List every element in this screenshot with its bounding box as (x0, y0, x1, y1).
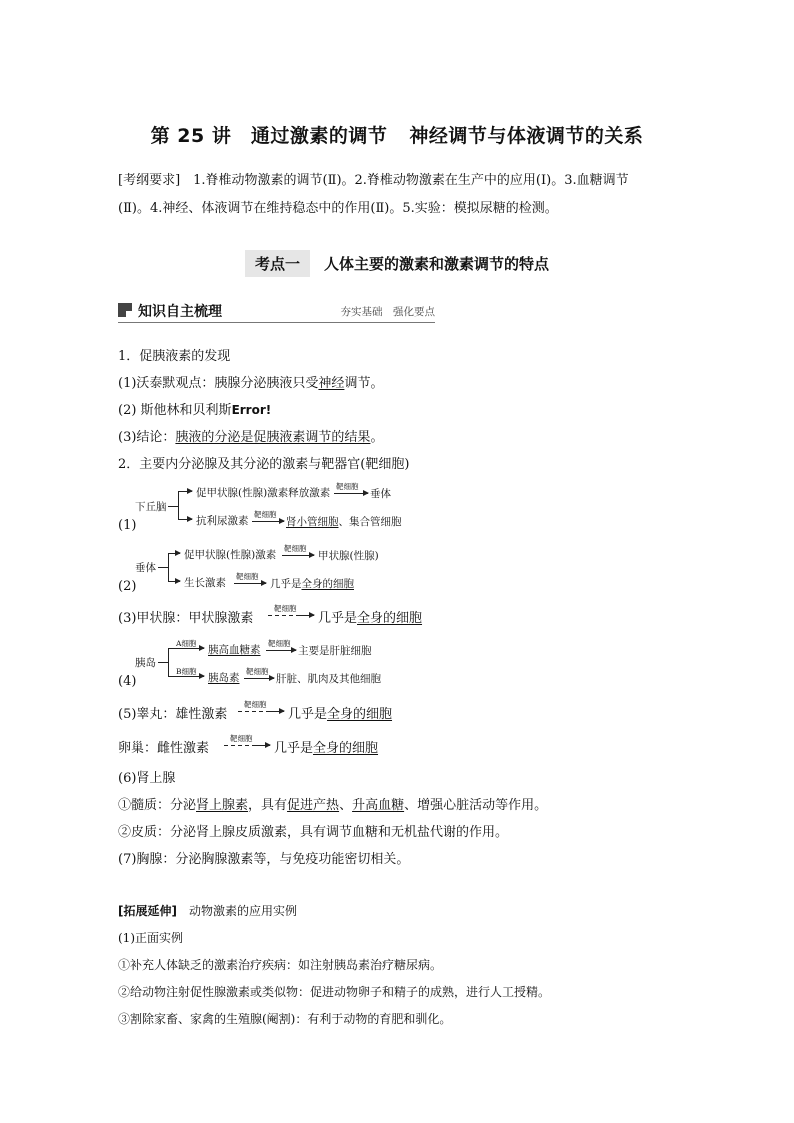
d3-label: 靶细胞 (274, 604, 297, 613)
d2-a-label: 靶细胞 (284, 544, 307, 553)
requirements-line-1: [考纲要求] 1.脊椎动物激素的调节(Ⅱ)。2.脊椎动物激素在生产中的应用(Ⅰ)。3.血糖调节 (118, 173, 629, 188)
d2-number: (2) (118, 579, 137, 594)
d5b-line: 卵巢：雌性激素 (118, 741, 210, 756)
title-part-1: 第 25 讲 通过激素的调节 (150, 125, 388, 147)
heading-2: 2．主要内分泌腺及其分泌的激素与靶器官(靶细胞) (118, 457, 410, 472)
line-2: (2) 斯他林和贝利斯Error! (118, 403, 272, 418)
d5b-target: 几乎是全身的细胞 (274, 741, 379, 756)
d4-b-cell: B细胞 (176, 667, 197, 676)
extension-heading: [拓展延伸] 动物激素的应用实例 (118, 904, 297, 918)
d3-target: 几乎是全身的细胞 (318, 611, 423, 626)
d5-line: (5)睾丸：雄性激素 (118, 707, 228, 722)
heading-1: 1．促胰液素的发现 (118, 349, 231, 364)
d4-b-target: 肝脏、肌肉及其他细胞 (276, 673, 381, 685)
d4-a-target: 主要是肝脏细胞 (298, 645, 372, 657)
line-3: (3)结论：胰液的分泌是促胰液素调节的结果。 (118, 430, 384, 445)
knowledge-bar-right: 夯实基础 强化要点 (340, 306, 435, 318)
line-1: (1)沃泰默观点：胰腺分泌胰液只受神经调节。 (118, 376, 384, 391)
d1-number: (1) (118, 518, 137, 533)
square-icon (118, 303, 132, 317)
d5-label: 靶细胞 (244, 700, 267, 709)
d1-a-label: 靶细胞 (336, 482, 359, 491)
d1-source: 下丘脑 (135, 501, 167, 513)
extension-item-2: ②给动物注射促性腺激素或类似物：促进动物卵子和精子的成熟，进行人工授精。 (118, 985, 551, 999)
requirements-line-2: (Ⅱ)。4.神经、体液调节在维持稳态中的作用(Ⅱ)。5.实验：模拟尿糖的检测。 (118, 201, 558, 216)
extension-item-3: ③割除家畜、家禽的生殖腺(阉割)：有利于动物的育肥和驯化。 (118, 1012, 452, 1026)
d2-b-target: 几乎是全身的细胞 (270, 578, 354, 590)
d6-cortex: ②皮质：分泌肾上腺皮质激素，具有调节血糖和无机盐代谢的作用。 (118, 825, 509, 840)
section-header (0, 250, 794, 277)
d1-a-hormone: 促甲状腺(性腺)激素释放激素 (196, 487, 331, 499)
d2-a-target: 甲状腺(性腺) (318, 550, 379, 562)
d6-medulla: ①髓质：分泌肾上腺素，具有促进产热、升高血糖、增强心脏活动等作用。 (118, 798, 548, 813)
d7-thymus: (7)胸腺：分泌胸腺激素等，与免疫功能密切相关。 (118, 852, 410, 867)
title-part-2: 神经调节与体液调节的关系 (409, 125, 644, 147)
d4-b-label: 靶细胞 (246, 667, 269, 676)
section-tag: 考点一 (245, 250, 310, 277)
d2-b-label: 靶细胞 (236, 572, 259, 581)
knowledge-bar-title: 知识自主梳理 (138, 304, 222, 320)
extension-sub: (1)正面实例 (118, 931, 183, 945)
d4-source: 胰岛 (135, 657, 156, 669)
knowledge-bar (118, 300, 435, 323)
page-title (0, 121, 794, 148)
d2-a-hormone: 促甲状腺(性腺)激素 (184, 549, 277, 561)
section-title: 人体主要的激素和激素调节的特点 (324, 255, 550, 273)
d5-target: 几乎是全身的细胞 (288, 707, 393, 722)
d3-line: (3)甲状腺：甲状腺激素 (118, 611, 254, 626)
d2-source: 垂体 (135, 562, 156, 574)
d4-a-cell: A细胞 (176, 639, 197, 648)
d4-b-hormone: 胰岛素 (208, 672, 240, 684)
d4-a-hormone: 胰高血糖素 (208, 644, 261, 656)
extension-item-1: ①补充人体缺乏的激素治疗疾病：如注射胰岛素治疗糖尿病。 (118, 958, 443, 972)
d1-b-target: 肾小管细胞、集合管细胞 (286, 516, 402, 528)
d6-head: (6)肾上腺 (118, 771, 176, 786)
d5b-label: 靶细胞 (230, 734, 253, 743)
d4-number: (4) (118, 674, 137, 689)
d2-b-hormone: 生长激素 (184, 577, 226, 589)
d1-a-target: 垂体 (370, 488, 391, 500)
d4-a-label: 靶细胞 (268, 639, 291, 648)
d1-b-label: 靶细胞 (254, 510, 277, 519)
d1-b-hormone: 抗利尿激素 (196, 515, 249, 527)
